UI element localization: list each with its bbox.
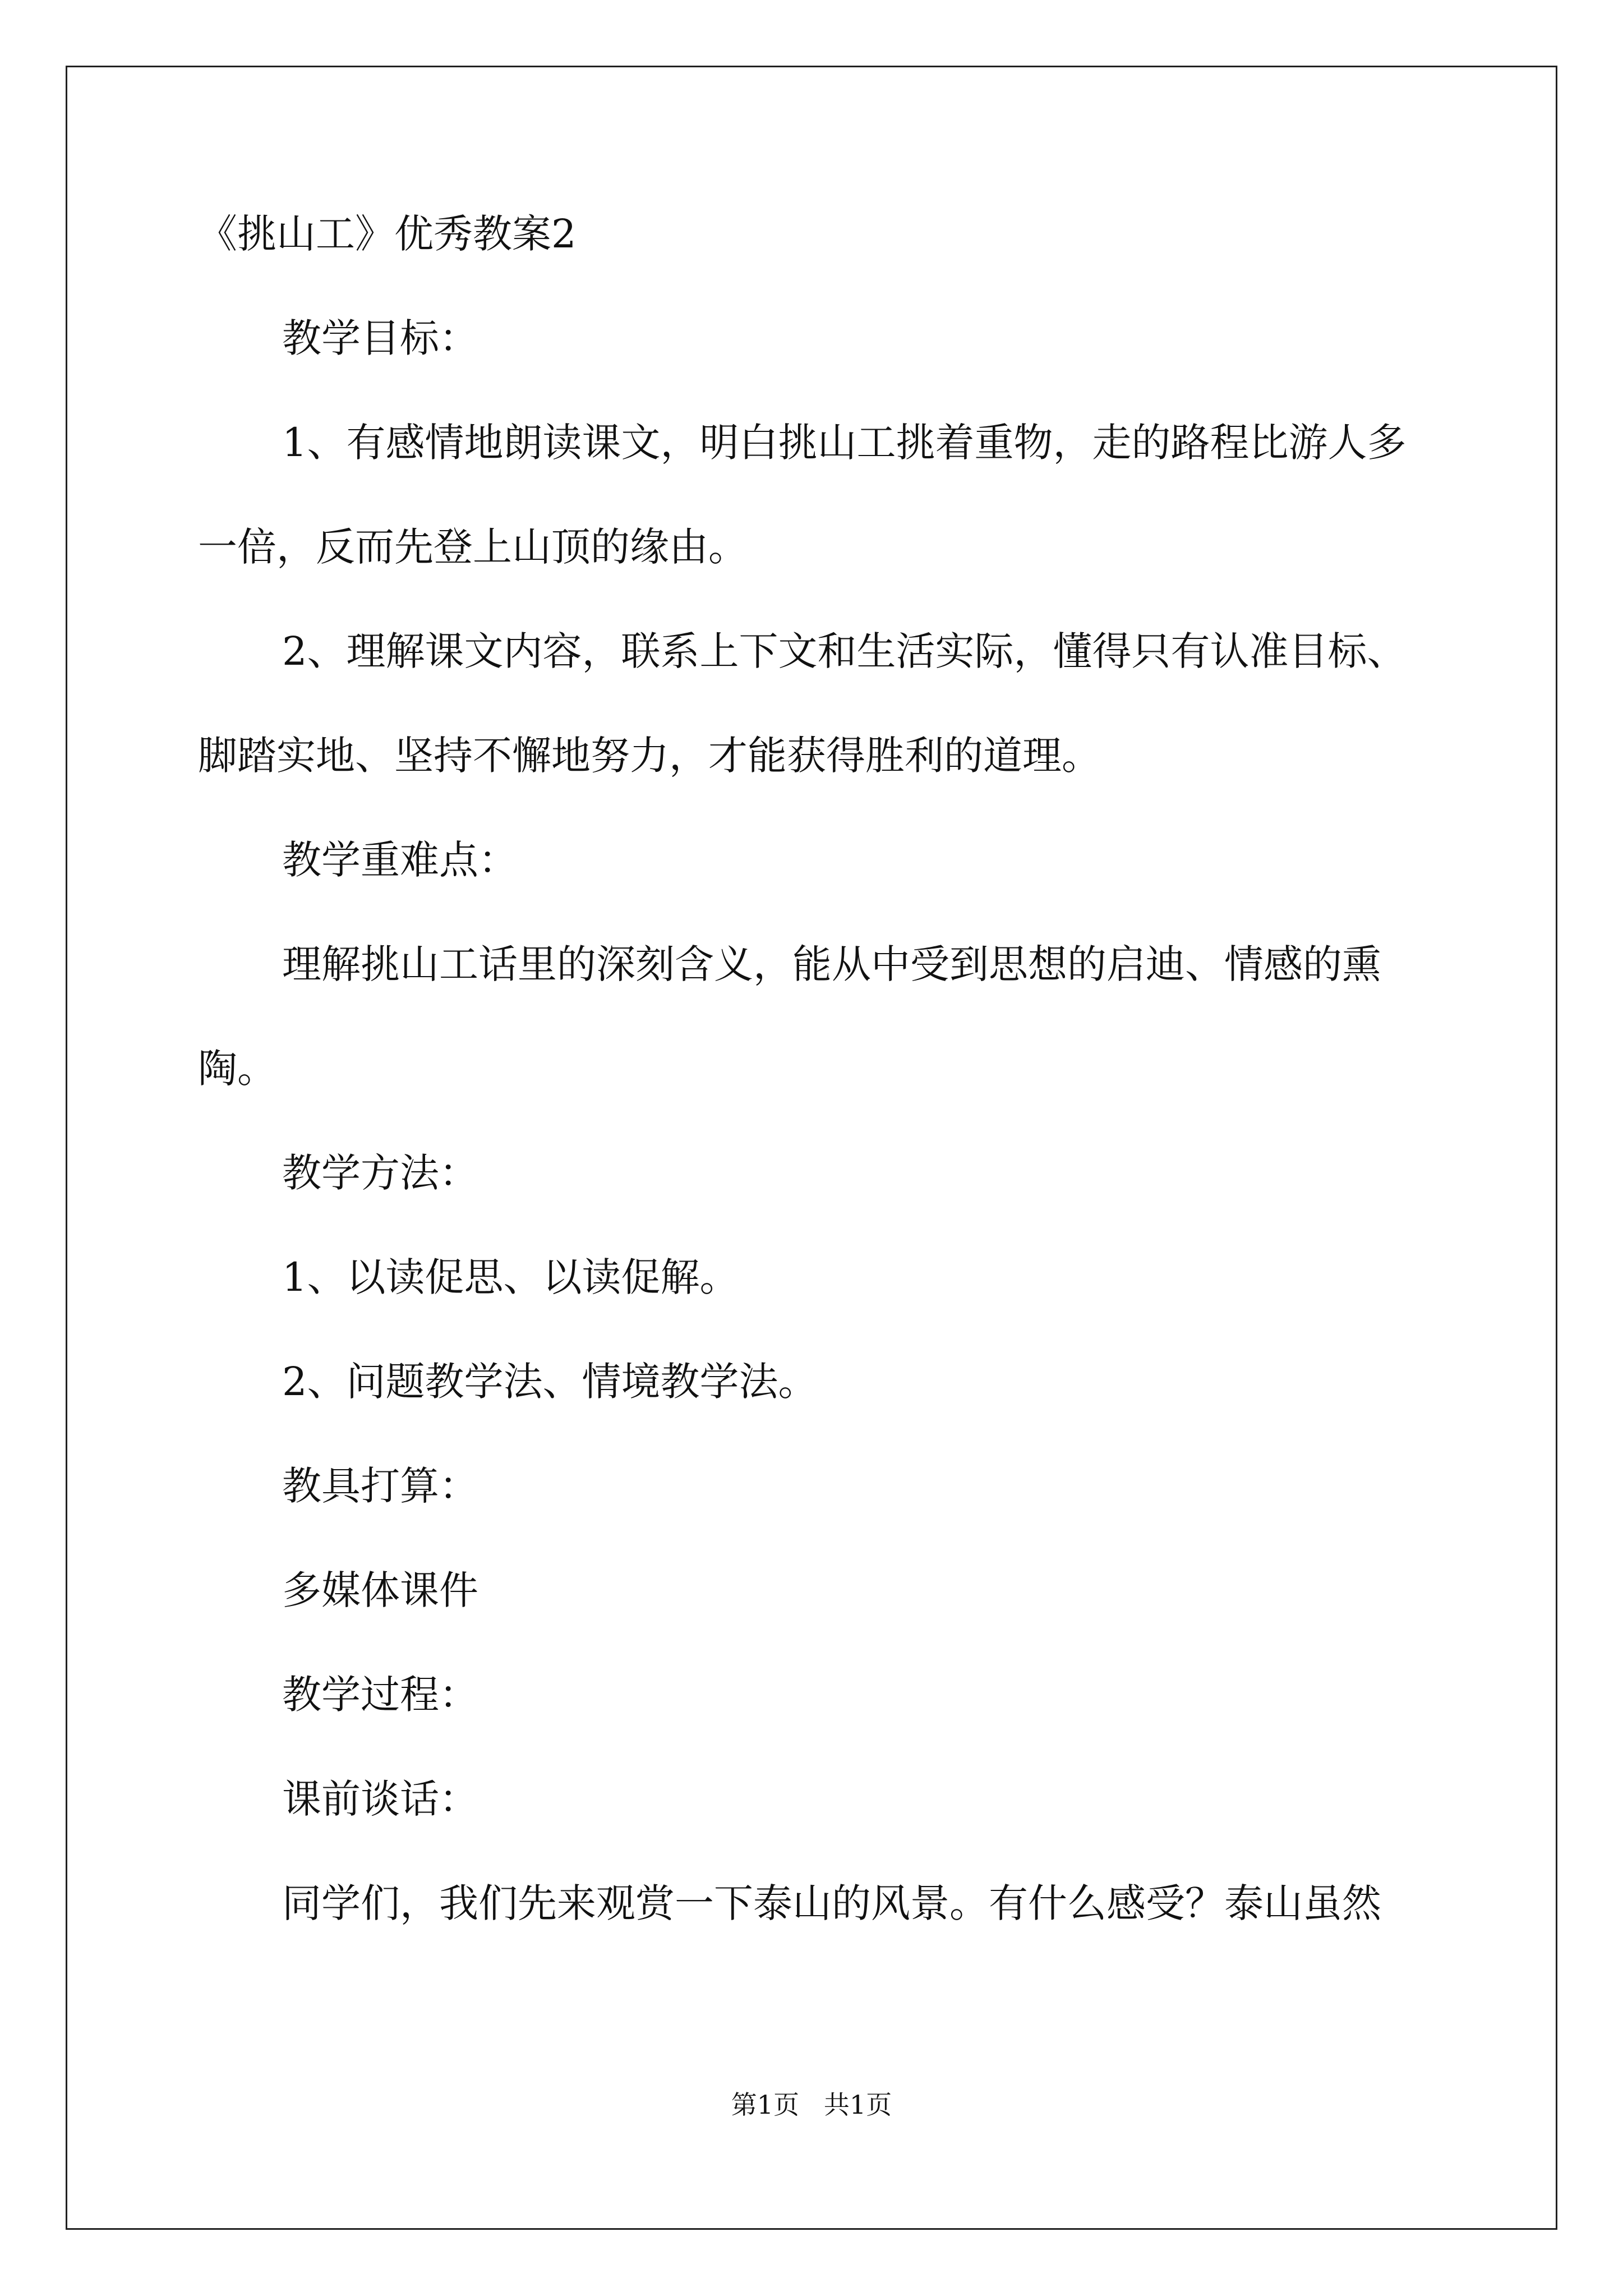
paragraph-line: 2、问题教学法、情境教学法。 xyxy=(282,1359,818,1405)
document-title: 《挑山工》优秀教案2 xyxy=(198,211,577,257)
heading-key-points: 教学重难点： xyxy=(282,837,518,883)
heading-process: 教学过程： xyxy=(282,1672,478,1718)
heading-methods: 教学方法： xyxy=(282,1150,478,1196)
heading-materials: 教具打算： xyxy=(282,1463,478,1509)
page-number-footer: 第1页 共1页 xyxy=(731,2090,892,2120)
paragraph-line: 脚踏实地、坚持不懈地努力，才能获得胜利的道理。 xyxy=(198,733,1101,779)
paragraph-line: 理解挑山工话里的深刻含义，能从中受到思想的启迪、情感的熏 xyxy=(282,941,1381,987)
paragraph-line: 多媒体课件 xyxy=(282,1567,478,1613)
paragraph-line: 1、有感情地朗读课文，明白挑山工挑着重物，走的路程比游人多 xyxy=(282,420,1407,466)
paragraph-line: 一倍，反而先登上山顶的缘由。 xyxy=(198,524,748,570)
paragraph-line: 同学们，我们先来观赏一下泰山的风景。有什么感受？泰山虽然 xyxy=(282,1880,1381,1926)
heading-objectives: 教学目标： xyxy=(282,315,478,361)
paragraph-line: 陶。 xyxy=(198,1046,276,1092)
paragraph-line: 2、理解课文内容，联系上下文和生活实际，懂得只有认准目标、 xyxy=(282,628,1407,674)
paragraph-line: 1、以读促思、以读促解。 xyxy=(282,1254,739,1300)
heading-pre-class-talk: 课前谈话： xyxy=(282,1776,478,1822)
